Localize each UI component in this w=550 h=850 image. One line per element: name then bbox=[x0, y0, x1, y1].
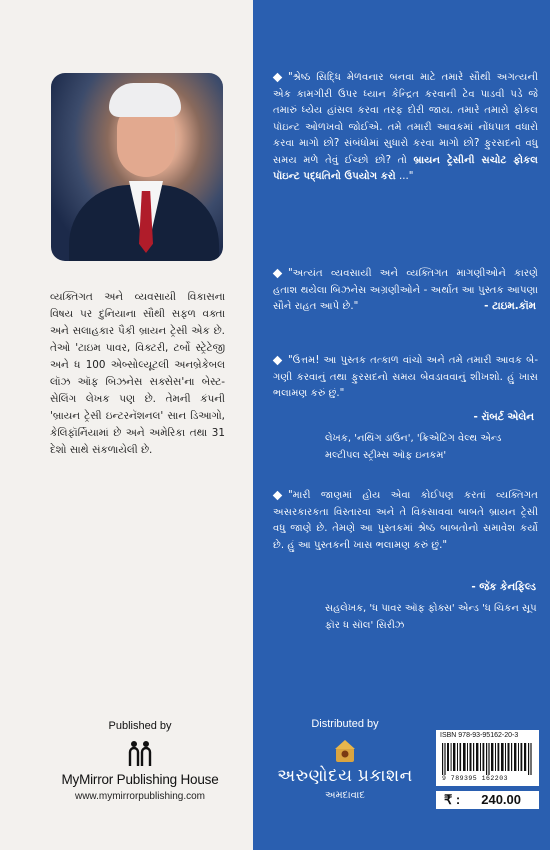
quote-2-text: "અત્યંત વ્યવસાયી અને વ્યક્તિગત માગણીઓને કારણે હતાશ થયેલા બિઝનેસ અગ્રણીઓને - અર્થાત આ પુસ્તક આપણા સૌને રાહત આપે છે." bbox=[273, 268, 538, 312]
author-panel bbox=[0, 0, 253, 850]
quote-4-attribution: - જૅક કેનફિલ્ડ bbox=[471, 581, 536, 593]
publisher-name: MyMirror Publishing House bbox=[61, 772, 219, 787]
diamond-bullet-icon bbox=[273, 490, 283, 500]
diamond-bullet-icon bbox=[273, 268, 283, 278]
publisher-url[interactable]: www.mymirrorpublishing.com bbox=[74, 791, 206, 802]
publisher-logo-icon bbox=[125, 738, 155, 768]
diamond-bullet-icon bbox=[273, 72, 283, 82]
isbn-digits: 9 789395 162203 bbox=[442, 775, 509, 782]
author-bio: વ્યક્તિગત અને વ્યવસાયી વિકાસના વિષય પર દુનિયાના સૌથી સફળ વક્તા અને સલાહકાર પૈકી બ્રાયન ટ્રેસી એક છે. તેઓ 'ટાઇમ પાવર, વિક્ટરી, ટર્બો સ્ટ્રેટેજી અને ધ 100 એબ્સોલ્યૂટલી અનબ્રેકેબલ લૉઝ ઑફ બિઝનેસ સક્સેસ'ના બેસ્ટ-સેલિંગ લેખક પણ છે. તેમની કંપની 'બ્રાયન ટ્રેસી ઇન્ટરનૅશનલ' સાન ડિઆગો, કેલિફૉર્નિયામાં છે અને અમેરિકા તથા 31 દેશો સાથે સંકળાયેલી છે. bbox=[50, 291, 225, 456]
distributor-block bbox=[275, 718, 415, 801]
price-amount: 240.00 bbox=[481, 792, 521, 807]
quote-1-tail: ..." bbox=[395, 171, 414, 182]
published-by-label: Published by bbox=[108, 720, 172, 732]
testimonials-panel bbox=[253, 0, 550, 850]
diamond-bullet-icon bbox=[273, 355, 283, 365]
quote-4-text: "મારી જાણમાં હોય એવા કોઈપણ કરતાં વ્યક્તિગત અસરકારકતા વિસ્તારવા અને તે વિકસાવવા બાબતે બ્રાયન ટ્રેસી વધુ જાણે છે. તેમણે આ પુસ્તકમાં શ્રેષ્ઠ બાબતોનો સમાવેશ કર્યો છે. હું આ પુસ્તકની ખાસ ભલામણ કરું છું." bbox=[273, 490, 538, 551]
price-symbol: ₹ : bbox=[444, 792, 461, 807]
distributed-by-label: Distributed by bbox=[311, 718, 379, 730]
author-photo bbox=[51, 73, 223, 261]
quote-4 bbox=[273, 488, 538, 554]
quote-2-attribution: - ટાઇમ.કૉમ bbox=[484, 300, 536, 312]
quote-1 bbox=[273, 70, 538, 186]
quote-3-attribution: - રૉબર્ટ એલેન bbox=[473, 411, 534, 423]
distributor-name: અરુણોદય પ્રકાશન bbox=[277, 766, 413, 785]
distributor-city: અમદાવાદ bbox=[325, 790, 365, 801]
quote-3-text: "ઉત્તમ! આ પુસ્તક તત્કાળ વાંચો અને તમે તમારી આવક બે-ગણી કરવાનું તથા ફુરસદનો સમય બેવડાવવાનું શીખશો. હું ખાસ ભલામણ કરું છું." bbox=[273, 355, 538, 399]
quote-3-subtitle: લેખક, 'નથિંગ ડાઉન', 'ક્રિએટિંગ વેલ્થ એન્ડ મલ્ટીપલ સ્ટ્રીમ્સ ઑફ ઇનકમ' bbox=[325, 433, 502, 461]
quote-1-text: "શ્રેષ્ઠ સિદ્ધિ મેળવનાર બનવા માટે તમારે સૌથી અગત્યની એક કામગીરી ઉપર ધ્યાન કેન્દ્રિત કરવાની ટેવ પાડવી પડે જે તમારું ધ્યેય હાંસલ કરવા તરફ દોરી જાય. તમારે તમારો ફોકલ પૉઇન્ટ ઓળખવો જોઈએ. તમે તમારી આવકમાં નોંધપાત્ર વધારો કરવા માગો છો? સંબંધોમાં સુધારો કરવા માગો છો? ફુરસદનો વધુ સમય મળે તેવું ઈચ્છો છો? તો bbox=[273, 72, 538, 166]
quote-3 bbox=[273, 353, 538, 403]
quote-4-subtitle: સહલેખક, 'ધ પાવર ઑફ ફોક્સ' એન્ડ 'ધ ચિકન સૂપ ફૉર ધ સૉલ' સિરીઝ bbox=[325, 603, 537, 631]
barcode-icon bbox=[442, 743, 534, 775]
distributor-emblem-icon bbox=[333, 738, 357, 764]
isbn-barcode bbox=[436, 730, 539, 786]
quote-1-bold: બ્રાયન ટ્રેસીની સચોટ ફોકલ પૉઇન્ટ પદ્ધતિનો ઉપયોગ કરો bbox=[273, 154, 538, 182]
isbn-label: ISBN 978-93-95162-20-3 bbox=[440, 732, 519, 739]
price-tag bbox=[436, 791, 539, 809]
publisher-block bbox=[60, 720, 220, 802]
